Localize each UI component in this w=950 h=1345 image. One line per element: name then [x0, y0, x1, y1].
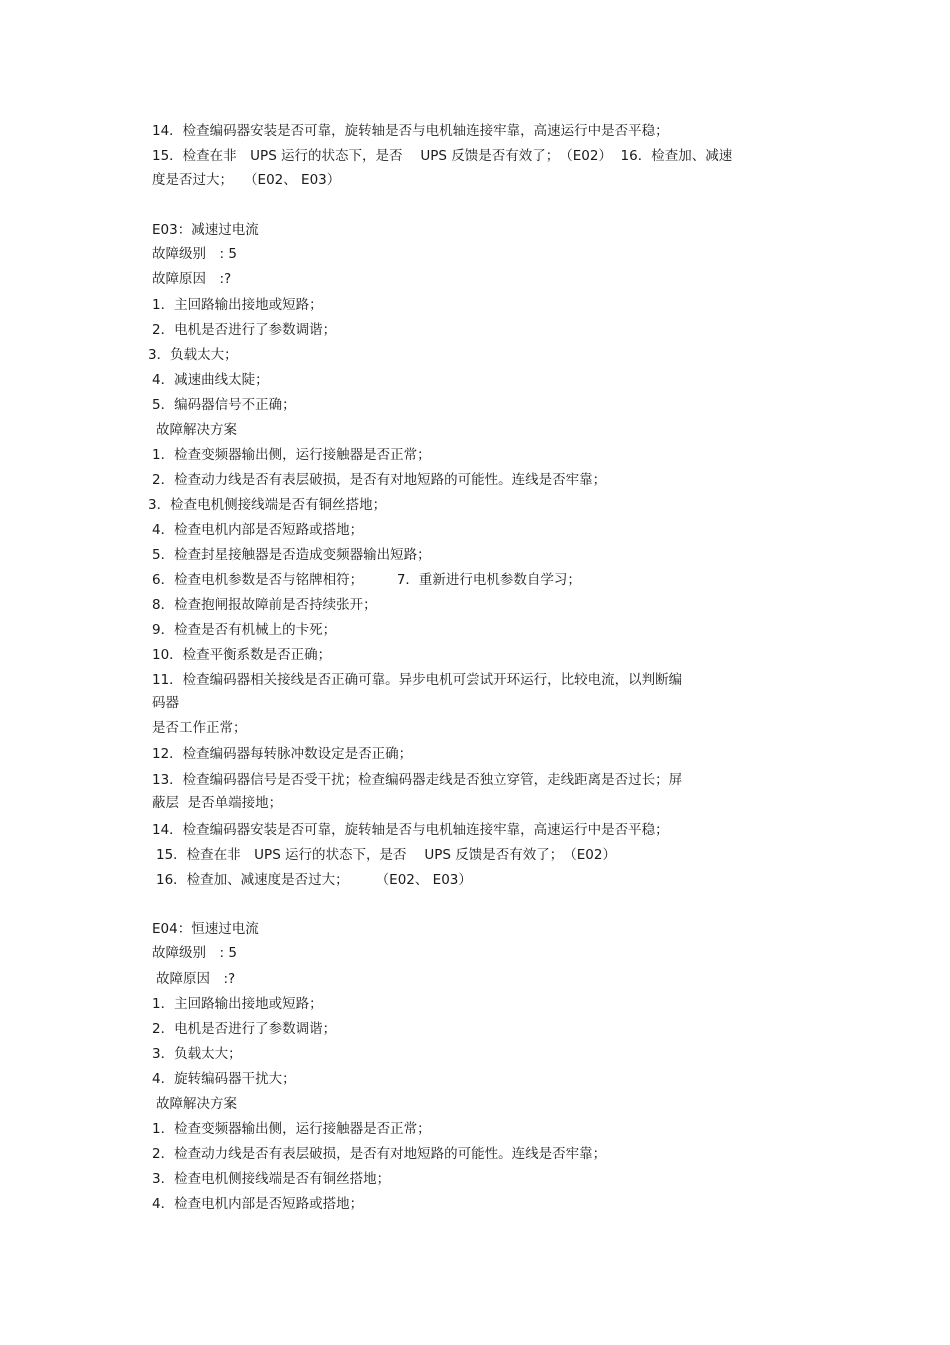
solution-label: 故障解决方案 [156, 1096, 237, 1112]
section-title-e04: E04：恒速过电流 [152, 921, 259, 937]
solution-item: 码器 [152, 695, 179, 711]
solution-item: 16．检查加、减速度是否过大； （E02、 E03） [156, 872, 472, 888]
solution-item: 15．检查在非 UPS 运行的状态下，是否 UPS 反馈是否有效了； （E02） [156, 847, 616, 863]
cause-item: 2．电机是否进行了参数调谐； [152, 322, 337, 338]
solution-item: 2．检查动力线是否有表层破损，是否有对地短路的可能性。连线是否牢靠； [152, 472, 607, 488]
solution-item: 12．检查编码器每转脉冲数设定是否正确； [152, 746, 413, 762]
solution-item: 8．检查抱闸报故障前是否持续张开； [152, 597, 377, 613]
cause-item: 1．主回路输出接地或短路； [152, 996, 323, 1012]
solution-item: 是否工作正常； [152, 720, 247, 736]
text-line: 15．检查在非 UPS 运行的状态下，是否 UPS 反馈是否有效了； （E02） 16．检查加、减速 [152, 148, 733, 164]
solution-item: 3．检查电机侧接线端是否有铜丝搭地； [148, 497, 387, 513]
solution-label: 故障解决方案 [156, 422, 237, 438]
solution-item: 6．检查电机参数是否与铭牌相符； 7．重新进行电机参数自学习； [152, 572, 581, 588]
solution-item: 5．检查封星接触器是否造成变频器输出短路； [152, 547, 431, 563]
solution-item: 13．检查编码器信号是否受干扰；检查编码器走线是否独立穿管，走线距离是否过长；屏 [152, 772, 683, 788]
solution-item: 1．检查变频器输出侧，运行接触器是否正常； [152, 447, 431, 463]
cause-item: 5．编码器信号不正确； [152, 397, 296, 413]
fault-level: 故障级别 : 5 [152, 945, 237, 961]
solution-item: 蔽层 是否单端接地； [152, 795, 283, 811]
fault-cause-label: 故障原因 :? [156, 971, 236, 987]
text-line: 度是否过大； （E02、 E03） [152, 172, 341, 188]
cause-item: 3．负载太大； [152, 1046, 242, 1062]
cause-item: 4．减速曲线太陡； [152, 372, 269, 388]
solution-item: 10．检查平衡系数是否正确； [152, 647, 332, 663]
cause-item: 1．主回路输出接地或短路； [152, 297, 323, 313]
text-line: 14．检查编码器安装是否可靠，旋转轴是否与电机轴连接牢靠，高速运行中是否平稳； [152, 123, 669, 139]
solution-item: 11．检查编码器相关接线是否正确可靠。异步电机可尝试开环运行，比较电流，以判断编 [152, 672, 683, 688]
fault-cause-label: 故障原因 :? [152, 271, 232, 287]
solution-item: 4．检查电机内部是否短路或搭地； [152, 1196, 364, 1212]
solution-item: 3．检查电机侧接线端是否有铜丝搭地； [152, 1171, 391, 1187]
section-title-e03: E03：减速过电流 [152, 222, 259, 238]
solution-item: 4．检查电机内部是否短路或搭地； [152, 522, 364, 538]
cause-item: 2．电机是否进行了参数调谐； [152, 1021, 337, 1037]
solution-item: 2．检查动力线是否有表层破损，是否有对地短路的可能性。连线是否牢靠； [152, 1146, 607, 1162]
fault-level: 故障级别 : 5 [152, 246, 237, 262]
solution-item: 1．检查变频器输出侧，运行接触器是否正常； [152, 1121, 431, 1137]
cause-item: 3．负载太大； [148, 347, 238, 363]
solution-item: 14．检查编码器安装是否可靠，旋转轴是否与电机轴连接牢靠，高速运行中是否平稳； [152, 822, 669, 838]
cause-item: 4．旋转编码器干扰大； [152, 1071, 296, 1087]
solution-item: 9．检查是否有机械上的卡死； [152, 622, 337, 638]
